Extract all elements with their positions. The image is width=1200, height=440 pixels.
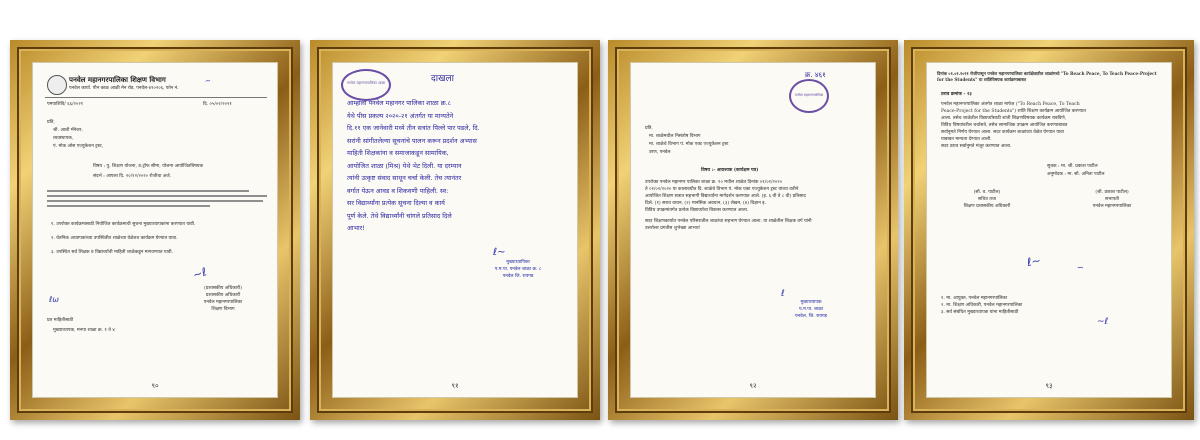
school-stamp: पनवेल महानगरपालिका शाळा bbox=[341, 69, 391, 101]
page-number: ९३ bbox=[1045, 382, 1053, 390]
to-label: प्रति, bbox=[645, 126, 653, 131]
bottom-signature: ~ℓ bbox=[1097, 317, 1109, 327]
date-scribble: ∽ bbox=[1077, 263, 1084, 272]
header-title: पनवेल महानगरपालिका शिक्षण विभाग bbox=[69, 75, 166, 84]
left-initials: ℓω bbox=[49, 295, 60, 304]
to-line3: पं. मोक ओस एज्युकेशन ट्रस्ट, bbox=[53, 144, 104, 149]
document-paper bbox=[32, 62, 278, 398]
officer-signature: ∼ℓ bbox=[191, 265, 209, 282]
document-paper bbox=[630, 62, 876, 398]
to-name: श्री. आशी मॅनेजर, bbox=[53, 128, 83, 133]
headmaster-signature: ℓ bbox=[781, 289, 785, 299]
initials-signature: ~ bbox=[204, 76, 212, 86]
reference-line: संदर्भ : आपला दि. २०/१२/२०२० रोजीचा अर्ज. bbox=[93, 174, 172, 179]
inward-number: क्र. ४६१ bbox=[805, 71, 826, 79]
to-line1: मा. शाळेमधील निसंतोष विभाग bbox=[649, 134, 701, 139]
page-number: ९२ bbox=[749, 382, 757, 390]
to-line3: उरण, पनवेल bbox=[649, 150, 671, 155]
emblem-icon bbox=[47, 75, 67, 95]
resolution-body: पनवेल महानगरपालिका अंतर्गत शाळा मार्फत ("To Reach Peace, To Teach Peace-Project for the Students") शांति शिक्षण कार्यक्रम आयोजित करण्यात आला. तसेच शाळेतील विद्यार्थ्यांसाठी शांती शिक्षणविषयक कार्यक्रम राबविणे, विविध विषयांवरील चर्चासत्रे, तसेच सामाजिक उपक्रम आयोजित करण्याबाबत सर्वानुमते निर्णय घेण्यात आला. सदर कार्यक्रम शाळांच्या वेळेत घेण्यात यावा याबाबत मान्यता देण्यात आली. सदर ठराव सर्वानुमते मंजूर करण्यात आला. bbox=[941, 102, 1086, 149]
seconder: अनुमोदक : मा. सौ. अनिता पाटील bbox=[1047, 172, 1105, 177]
certificate-heading: दाखला bbox=[431, 74, 454, 84]
framed-document-page-93 bbox=[904, 40, 1194, 420]
document-paper bbox=[332, 62, 578, 398]
framed-document-page-90 bbox=[10, 40, 300, 420]
ref-number: पमपाशिवि/ ६६/२०२१ bbox=[47, 102, 84, 107]
subject-line: विषय : पु. शिक्षण योजना, ठ.ट्रॉफ सीमा, योजना आयोजितविषयक bbox=[93, 164, 203, 169]
signatory-left: (सौ. व. पाटील) सचिव तथा शिक्षण प्रशासकीय अधिकारी bbox=[963, 190, 1011, 209]
headmistress-signature: ℓ~ bbox=[493, 247, 506, 258]
handwritten-body: आम्हांला पनवेल महानगर पालिका शाळा क्र.८ येथे पीस प्रकल्प २०२०-२१ अंतर्गत या मान्यतेने दि.११ एक जानेवारी मध्ये तीन सत्रांत पिल्ले पार पडले, दि. सरांनी सांगीतलेल्या सूचनांचे पालन करून प्रदर्शन अभ्यास माहिती शिक्षकांना व समाजाकडून सामायिक, आयोजित शाळा (मिश्र) येथे भेट दिली. या दरम्यान त्यांनी उत्कृष्ट संवाद साधून चर्चा केली. तेच त्यानंतर वर्गात येऊन आवड व शिकवणी पाहिली. स्व: सर विद्यार्थ्यांना प्रत्येक सूचना दिल्या व कार्य पूर्ण केले. तेथे विद्यार्थ्यांनी चांगले प्रतिसाद दिले आभार! bbox=[347, 99, 480, 232]
point-1: १. उपरोक्त कार्यक्रमासाठी नियोजित कार्यक्रमाची सुचना मुख्याध्यापकांना करण्यात यावी. bbox=[51, 222, 196, 227]
to-label: प्रति, bbox=[47, 120, 55, 125]
copy-to-list: १. मा. आयुक्त, पनवेल महानगरपालिका २. मा. शिक्षण अधिकारी, पनवेल महानगरपालिका ३. सर्व संबंधित मुख्याध्यापक यांना माहितीसाठी bbox=[941, 296, 1023, 315]
resolution-title: दिनांक ०१.०१.२०२१ रोजीपासून पनवेल महानगरपालिका कार्यक्षेत्रातील शाळांमध्ये "To Reach Peace, To Teach Peace-Project for the Students" या शांतिविषयक कार्यक्रमाबाबत bbox=[937, 71, 1157, 82]
signature-block: मुख्याध्यापक प.म.पा. शाळा पनवेल, जि. रायगड bbox=[794, 300, 828, 319]
page-number: ९१ bbox=[451, 382, 459, 390]
subject-line: विषय :- आवश्यक (कार्यक्षम पत्र) bbox=[701, 168, 759, 173]
framed-document-page-92 bbox=[608, 40, 898, 420]
body-text-block bbox=[47, 187, 267, 210]
copy-to: मुख्याध्यापक, मनपा शाळा क्र. १ ते ४ bbox=[53, 328, 115, 333]
to-line2: मा. शाळेचे विभाग पं. मोक एक्ट एज्युकेशन ट्रस्ट bbox=[649, 142, 729, 147]
letter-date: दि. ०५/०२/२०२१ bbox=[203, 102, 232, 107]
signature-block: मुख्याध्यापिका प.म.पा. पनवेल शाळा क्र. ८ पनवेल जि. रायगड bbox=[494, 260, 542, 279]
header-address: पनवेल कार्या. पीन काळ आळी मेन रोड, पनवेल-४१०२०६, फोन नं. bbox=[69, 86, 179, 91]
framed-document-page-91 bbox=[310, 40, 600, 420]
signatory-right: (श्री. प्रकाश पाटील) सभापती पनवेल महानगरपालिका bbox=[1092, 190, 1132, 209]
document-paper bbox=[926, 62, 1172, 398]
point-3: ३. उपस्थित सर्व शिक्षक व विद्यार्थ्यांची माहिती शाळेकडून मागवण्यात यावी. bbox=[51, 250, 173, 255]
to-line2: व्यवस्थापक, bbox=[53, 136, 74, 141]
officer-signature: ℓ~ bbox=[1025, 253, 1042, 270]
copy-label: प्रत माहितीसाठी bbox=[47, 318, 74, 323]
proposer: सुचक : मा. श्री. प्रकाश पाटील bbox=[1047, 164, 1098, 169]
page-number: ९० bbox=[151, 382, 159, 390]
office-stamp: पनवेल महानगरपालिका bbox=[789, 79, 829, 113]
signature-block: (प्रशासकीय अधिकारी) प्रशासकीय अधिकारी पनवेल महानगरपालिका शिक्षण विभाग bbox=[203, 286, 243, 312]
point-2: २. वेतनिक अध्यापकांच्या उपस्थितीत शाळेच्या वेळेतच कार्यक्रम घेण्यात यावा. bbox=[51, 236, 178, 241]
letter-body: उपरोक्त पनवेल महानगर पालिका शाळा क्र. १० मधील शाळेत दिनांक ०१/०१/२०२० ते ०१/०२/२०२० या कालावधीत दि. शाळेचे विभाग पं. मोक एक्ट एज्युकेशन ट्रस्ट यांच्या वतीने आयोजित शिक्षण सत्रात सहभागी विद्यार्थ्यांना मार्गदर्शन करण्यात आले. (इ. ६ वी ते ८ वी) प्रतिसाद दिले. (१) सराव वाचन, (२) मानसिक अवधान, (३) लेखन, (४) विज्ञान इ. विविध उपक्रमांतर्गत प्रत्येक विद्यार्थ्याचा विकास करण्यात आला. सदर शिक्षणकार्यात पनवेल परिसरातील शाळांचा सहभाग घेण्यात आला. या शाळेतील शिक्षक वर्ग यांनी उत्तरोत्तर प्रगतीस शुभेच्छा आभार! bbox=[645, 180, 812, 231]
resolution-number: ठराव क्रमांक - २३ bbox=[941, 92, 972, 97]
